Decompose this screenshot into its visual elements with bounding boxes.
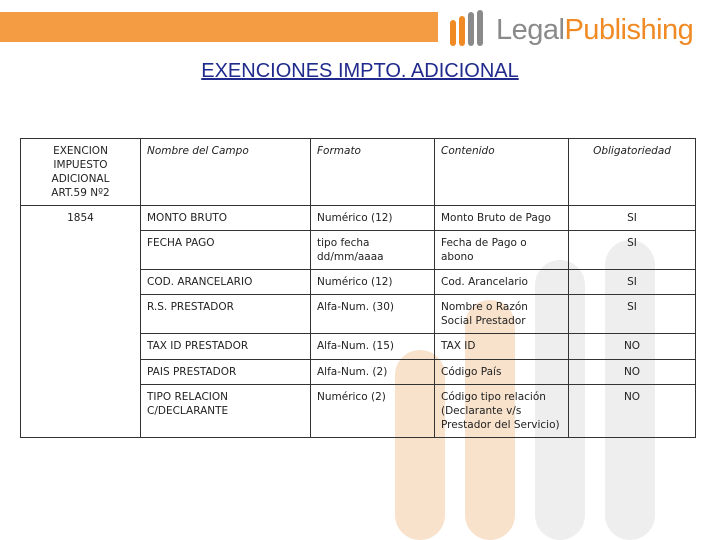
cell-campo: MONTO BRUTO: [141, 206, 311, 231]
cell-campo: TIPO RELACION C/DECLARANTE: [141, 385, 311, 438]
cell-obligatoriedad: NO: [569, 385, 696, 438]
cell-obligatoriedad: SI: [569, 231, 696, 270]
cell-campo: R.S. PRESTADOR: [141, 295, 311, 334]
cell-contenido: TAX ID: [435, 334, 569, 360]
logo-text-legal: Legal: [496, 14, 565, 46]
cell-formato: Numérico (12): [311, 270, 435, 295]
logo-wordmark: [496, 14, 693, 47]
header-nombre-campo: Nombre del Campo: [141, 139, 311, 206]
page-title: EXENCIONES IMPTO. ADICIONAL: [201, 60, 519, 82]
cell-campo: TAX ID PRESTADOR: [141, 334, 311, 360]
logo-text-publishing: Publishing: [564, 14, 694, 46]
exemptions-table: [20, 138, 696, 438]
cell-obligatoriedad: NO: [569, 360, 696, 385]
cell-contenido: Código tipo relación (Declarante v/s Prestador del Servicio): [435, 385, 569, 438]
cell-campo: PAIS PRESTADOR: [141, 360, 311, 385]
cell-formato: Alfa-Num. (15): [311, 334, 435, 360]
cell-formato: tipo fecha dd/mm/aaaa: [311, 231, 435, 270]
cell-formato: Alfa-Num. (2): [311, 360, 435, 385]
cell-contenido: Fecha de Pago o abono: [435, 231, 569, 270]
logo-mark-icon: [446, 8, 494, 48]
cell-obligatoriedad: NO: [569, 334, 696, 360]
cell-obligatoriedad: SI: [569, 206, 696, 231]
header-formato: Formato: [311, 139, 435, 206]
cell-contenido: Monto Bruto de Pago: [435, 206, 569, 231]
header-orange-bar: [0, 12, 438, 42]
cell-obligatoriedad: SI: [569, 295, 696, 334]
cell-campo: FECHA PAGO: [141, 231, 311, 270]
header-exemption-article: EXENCION IMPUESTO ADICIONAL ART.59 Nº2: [21, 139, 141, 206]
header-contenido: Contenido: [435, 139, 569, 206]
exemption-code: 1854: [21, 206, 141, 438]
cell-formato: Numérico (2): [311, 385, 435, 438]
cell-campo: COD. ARANCELARIO: [141, 270, 311, 295]
cell-contenido: Cod. Arancelario: [435, 270, 569, 295]
table-header-row: [21, 139, 696, 206]
header-obligatoriedad: Obligatoriedad: [569, 139, 696, 206]
table-row: [21, 206, 696, 231]
cell-contenido: Código País: [435, 360, 569, 385]
cell-formato: Alfa-Num. (30): [311, 295, 435, 334]
cell-obligatoriedad: SI: [569, 270, 696, 295]
cell-contenido: Nombre o Razón Social Prestador: [435, 295, 569, 334]
legalpublishing-logo: [446, 8, 716, 48]
cell-formato: Numérico (12): [311, 206, 435, 231]
